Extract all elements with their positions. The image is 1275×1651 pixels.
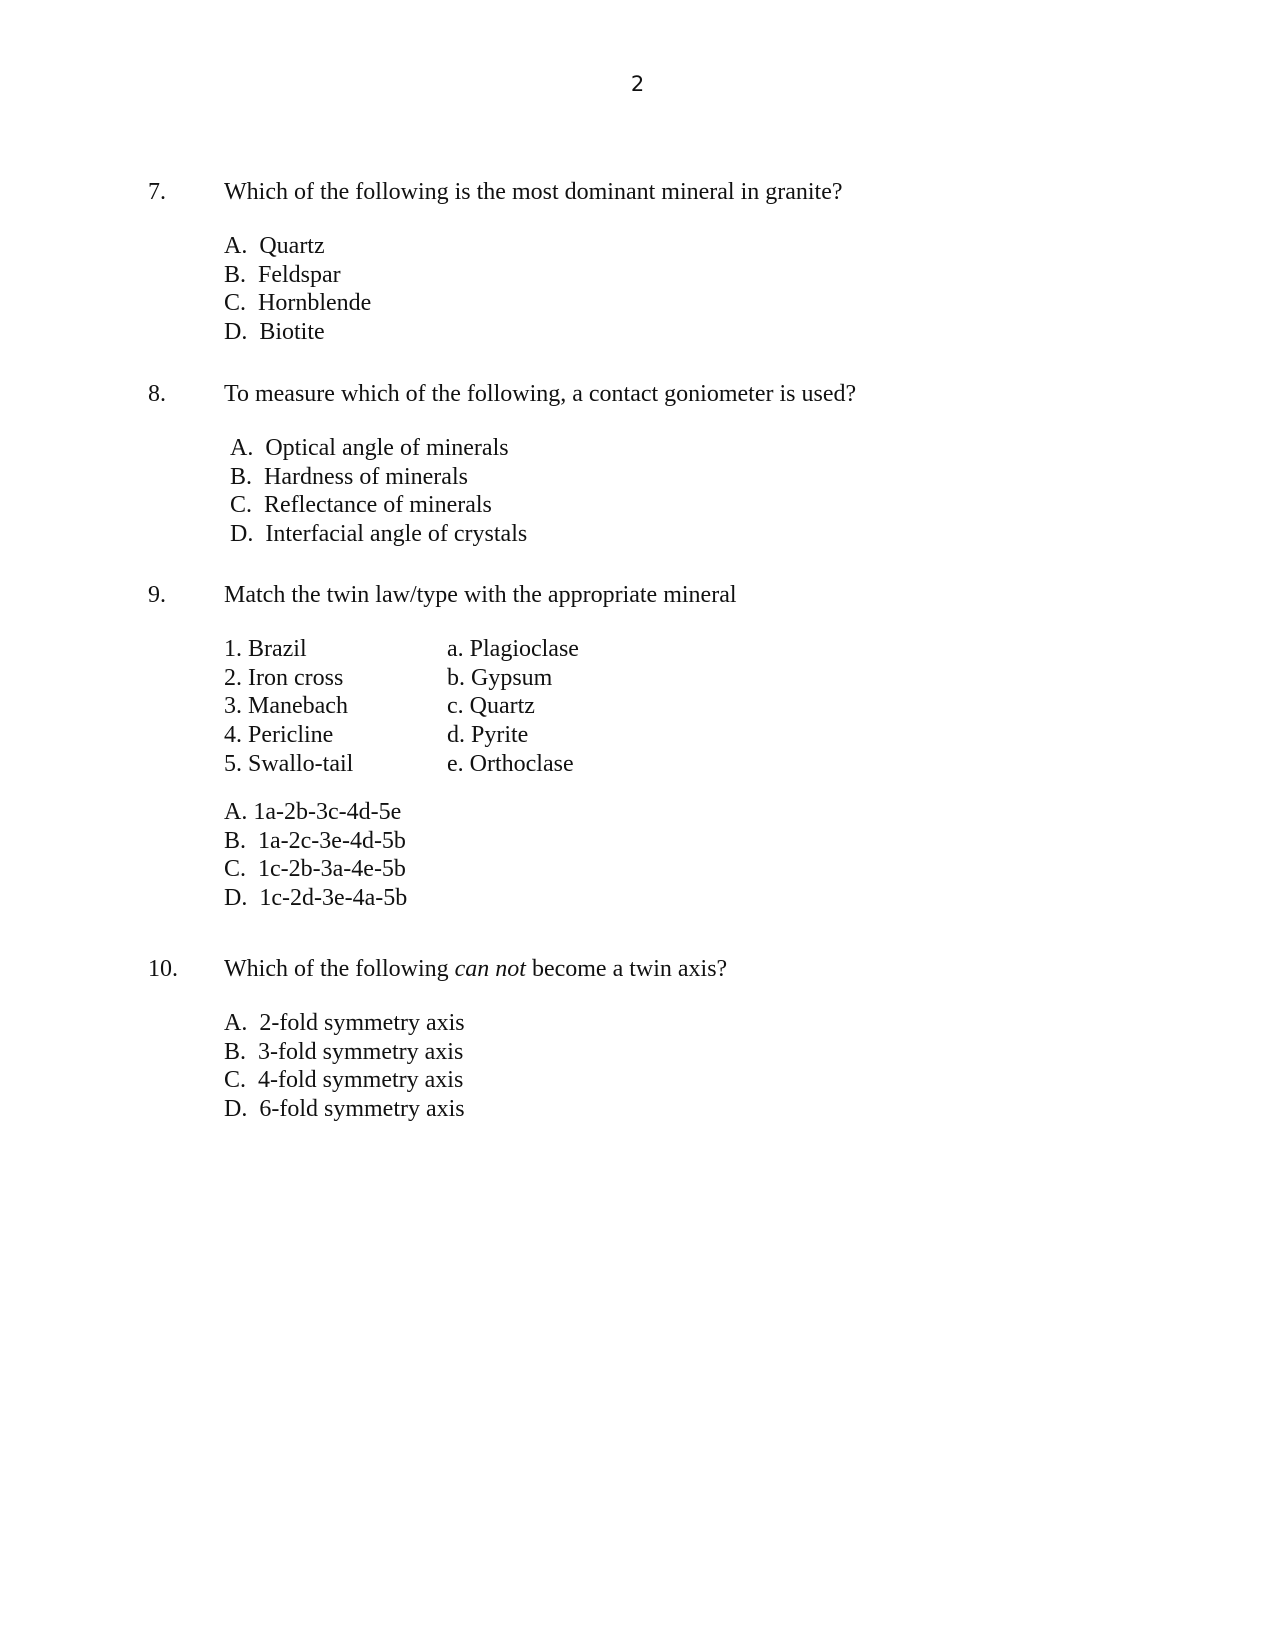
option-c: C. 1c-2b-3a-4e-5b: [224, 856, 406, 883]
option-c: C. 4-fold symmetry axis: [224, 1067, 464, 1094]
mineral-column: [447, 635, 579, 779]
question-number: 7.: [148, 179, 166, 205]
question-number: 9.: [148, 582, 166, 608]
option-b: B. 3-fold symmetry axis: [224, 1038, 464, 1065]
option-d: D. 6-fold symmetry axis: [224, 1096, 465, 1123]
page-number: 2: [630, 72, 645, 96]
answer-options: [224, 798, 407, 913]
twin-law-item: 3. Manebach: [224, 693, 348, 720]
mineral-item: b. Gypsum: [447, 664, 553, 691]
option-a: A. Quartz: [224, 233, 325, 259]
twin-law-item: 4. Pericline: [224, 722, 334, 749]
option-b: B. 1a-2c-3e-4d-5b: [224, 827, 406, 854]
twin-law-column: [224, 635, 353, 779]
twin-law-item: 2. Iron cross: [224, 664, 344, 691]
question-text: To measure which of the following, a contact goniometer is used?: [224, 381, 857, 407]
answer-options: [230, 434, 527, 549]
option-c: C. Reflectance of minerals: [230, 492, 492, 519]
option-a: A. Optical angle of minerals: [230, 435, 509, 461]
twin-law-item: 5. Swallo-tail: [224, 750, 354, 777]
question-text: [224, 955, 727, 983]
option-d: D. Biotite: [224, 319, 325, 346]
option-a: A. 1a-2b-3c-4d-5e: [224, 799, 402, 825]
question-text-part: become a twin axis?: [525, 956, 728, 982]
answer-options: [224, 1009, 465, 1124]
question-text: Which of the following is the most dominant mineral in granite?: [224, 179, 843, 205]
twin-law-item: 1. Brazil: [224, 636, 307, 662]
question-text-part: Which of the following: [224, 956, 455, 982]
mineral-item: c. Quartz: [447, 693, 535, 720]
emphasized-text: can not: [454, 956, 526, 982]
answer-options: [224, 232, 371, 347]
option-b: B. Feldspar: [224, 261, 341, 288]
mineral-item: d. Pyrite: [447, 722, 529, 749]
question-number: 10.: [148, 956, 178, 982]
option-d: D. 1c-2d-3e-4a-5b: [224, 885, 408, 912]
option-c: C. Hornblende: [224, 290, 372, 317]
option-d: D. Interfacial angle of crystals: [230, 521, 528, 548]
mineral-item: e. Orthoclase: [447, 750, 574, 777]
question-text: Match the twin law/type with the appropriate mineral: [224, 582, 737, 608]
question-number: 8.: [148, 381, 166, 407]
mineral-item: a. Plagioclase: [447, 636, 579, 662]
option-b: B. Hardness of minerals: [230, 463, 468, 490]
option-a: A. 2-fold symmetry axis: [224, 1010, 465, 1036]
